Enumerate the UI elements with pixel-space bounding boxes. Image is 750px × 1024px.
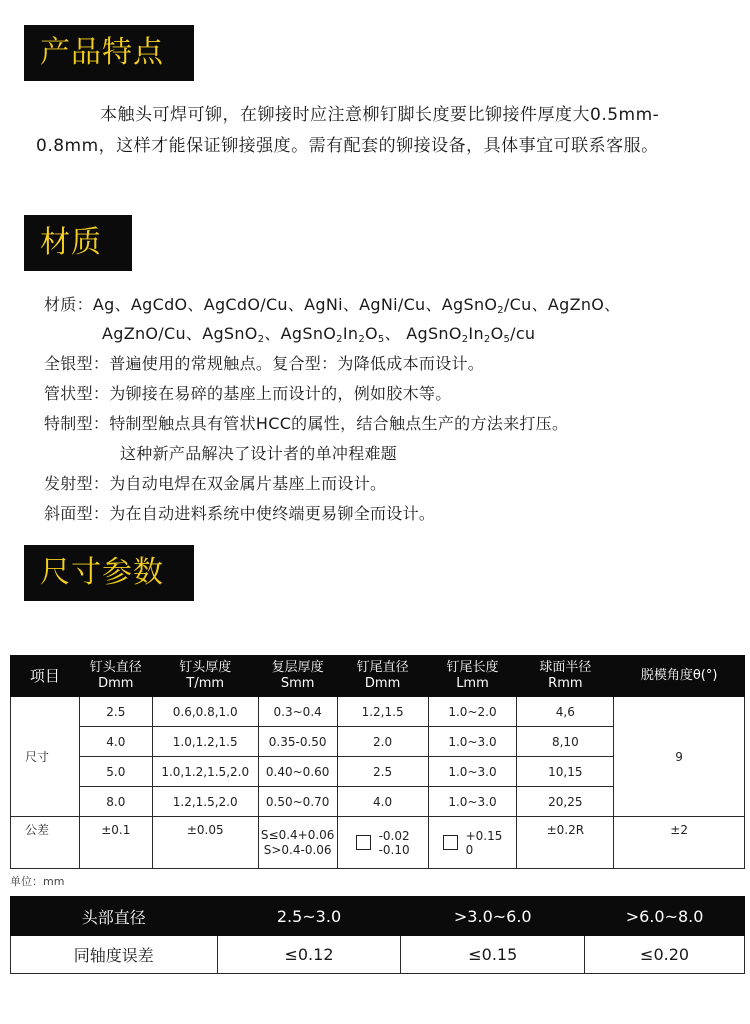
header-sphere-radius: 球面半径 Rmm: [517, 656, 614, 697]
table-cell: 1.0~3.0: [428, 757, 517, 787]
tolerance-radius: ±0.2R: [517, 817, 614, 869]
tolerance-head-thickness: ±0.05: [152, 817, 258, 869]
subscript: 5: [377, 334, 385, 345]
size-label: 尺寸: [11, 697, 80, 817]
subscript: 5: [503, 334, 511, 345]
checkbox-icon: [443, 835, 458, 850]
table-cell: 2.5: [337, 757, 428, 787]
table-cell: 8.0: [79, 787, 152, 817]
header-tail-diameter: 钉尾直径 Dmm: [337, 656, 428, 697]
section-title-features: 产品特点: [24, 25, 194, 81]
tolerance-line: 0: [465, 842, 474, 857]
draft-angle-value: 9: [614, 697, 745, 817]
tolerance-line: -0.02: [378, 828, 410, 843]
table-cell: 2.5: [79, 697, 152, 727]
table-cell: 4,6: [517, 697, 614, 727]
subscript: 2: [483, 334, 491, 345]
type-special: 特制型：特制型触点具有管状HCC的属性，结合触点生产的方法来打压。: [44, 414, 569, 433]
table-cell: 0.35-0.50: [258, 727, 337, 757]
table-cell: 8,10: [517, 727, 614, 757]
coaxiality-label: 同轴度误差: [11, 936, 218, 974]
type-bevel: 斜面型：为在自动进料系统中使终端更易铆全而设计。: [44, 504, 436, 523]
header-head-diameter: 钉头直径 Dmm: [79, 656, 152, 697]
material-text: /Cu、AgZnO、: [503, 295, 621, 314]
table-cell: 0.50~0.70: [258, 787, 337, 817]
table-cell: ≤0.15: [401, 936, 585, 974]
type-special-note: 这种新产品解决了设计者的单冲程难题: [120, 444, 398, 463]
material-label: 材质：: [44, 295, 93, 314]
tolerance-tail-diameter: [337, 817, 428, 869]
table-cell: 10,15: [517, 757, 614, 787]
table-cell: 1.0~3.0: [428, 787, 517, 817]
tolerance-angle: ±2: [614, 817, 745, 869]
table-cell: 0.6,0.8,1.0: [152, 697, 258, 727]
tolerance-layer-thickness: [258, 817, 337, 869]
table-cell: 4.0: [337, 787, 428, 817]
material-text: O: [490, 324, 504, 343]
unit-note: 单位：mm: [10, 875, 65, 888]
type-allsilver: 全银型：普遍使用的常规触点。复合型：为降低成本而设计。: [44, 354, 485, 373]
spec-table: [10, 655, 745, 869]
table-cell: 0.40~0.60: [258, 757, 337, 787]
material-text: 、AgSnO: [264, 324, 337, 343]
table-cell: 4.0: [79, 727, 152, 757]
coaxiality-table: [10, 896, 745, 974]
header-range-3: >6.0~8.0: [585, 897, 745, 936]
tolerance-line: -0.10: [378, 842, 410, 857]
tolerance-line: S>0.4-0.06: [263, 842, 332, 857]
subscript: 2: [257, 334, 265, 345]
table-cell: ≤0.12: [217, 936, 401, 974]
table-cell: 1.0~2.0: [428, 697, 517, 727]
tolerance-line: S≤0.4+0.06: [260, 827, 335, 842]
section-title-dimensions: 尺寸参数: [24, 545, 194, 601]
material-line-2: [102, 319, 535, 349]
table-row: [11, 936, 745, 974]
header-range-2: >3.0~6.0: [401, 897, 585, 936]
header-draft-angle: 脱模角度θ(°): [614, 656, 745, 697]
table-cell: 1.2,1.5: [337, 697, 428, 727]
header-item: 项目: [11, 656, 80, 697]
material-text: /cu: [510, 324, 536, 343]
subscript: 2: [497, 305, 504, 316]
material-text: Ag、AgCdO、AgCdO/Cu、AgNi、AgNi/Cu、AgSnO: [92, 295, 498, 314]
table-cell: 1.0~3.0: [428, 727, 517, 757]
coax-header-row: [11, 897, 745, 936]
table-cell: 2.0: [337, 727, 428, 757]
material-text: O: [364, 324, 378, 343]
section-title-material: 材质: [24, 215, 132, 271]
table-cell: 5.0: [79, 757, 152, 787]
type-tubular: 管状型：为铆接在易碎的基座上而设计的，例如胶木等。: [44, 384, 452, 403]
material-text: In: [468, 324, 484, 343]
subscript: 2: [358, 334, 365, 345]
tolerance-head-diameter: ±0.1: [79, 817, 152, 869]
spec-header-row: [11, 656, 745, 697]
subscript: 2: [461, 334, 469, 345]
features-paragraph: 本触头可焊可铆，在铆接时应注意柳钉脚长度要比铆接件厚度大0.5mm-0.8mm，这样才能保证铆接强度。需有配套的铆接设备，具体事宜可联系客服。: [36, 105, 660, 156]
table-cell: 1.0,1.2,1.5: [152, 727, 258, 757]
table-cell: 1.0,1.2,1.5,2.0: [152, 757, 258, 787]
table-cell: ≤0.20: [585, 936, 745, 974]
material-line-1: [44, 290, 620, 320]
header-range-1: 2.5~3.0: [217, 897, 401, 936]
subscript: 2: [336, 334, 343, 345]
type-emission: 发射型：为自动电焊在双金属片基座上而设计。: [44, 474, 387, 493]
tolerance-row: [11, 817, 745, 869]
table-row: [11, 697, 745, 727]
material-text: In: [342, 324, 359, 343]
table-cell: 1.2,1.5,2.0: [152, 787, 258, 817]
material-text: AgZnO/Cu、AgSnO: [102, 324, 258, 343]
table-cell: 0.3~0.4: [258, 697, 337, 727]
header-head-diameter-range: 头部直径: [11, 897, 218, 936]
tolerance-tail-length: [428, 817, 517, 869]
tolerance-line: +0.15: [465, 828, 503, 843]
table-cell: 20,25: [517, 787, 614, 817]
material-text: 、 AgSnO: [384, 324, 462, 343]
header-layer-thickness: 复层厚度 Smm: [258, 656, 337, 697]
checkbox-icon: [356, 835, 371, 850]
header-head-thickness: 钉头厚度 T/mm: [152, 656, 258, 697]
header-tail-length: 钉尾长度 Lmm: [428, 656, 517, 697]
tolerance-label: 公差: [11, 817, 80, 869]
